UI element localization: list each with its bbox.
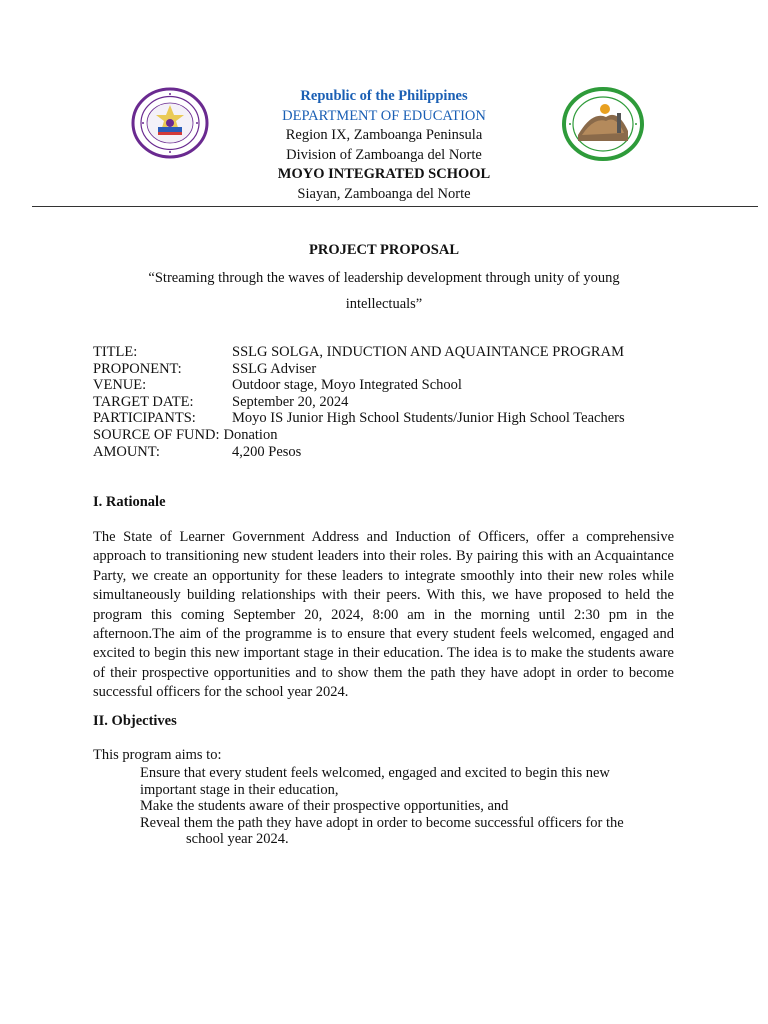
info-row	[93, 361, 625, 378]
objective-item	[140, 765, 680, 798]
objective-line: Make the students aware of their prospective opportunities, and	[140, 798, 509, 815]
info-label: PROPONENT:	[93, 360, 182, 377]
objective-item	[140, 815, 680, 848]
objectives-heading: II. Objectives	[93, 713, 177, 729]
objectives-intro: This program aims to:	[93, 747, 222, 763]
info-label: VENUE:	[93, 377, 147, 394]
location-line: Siayan, Zamboanga del Norte	[297, 185, 471, 202]
info-label: SOURCE OF FUND:	[93, 426, 220, 443]
objective-item	[140, 798, 680, 815]
rationale-heading: I. Rationale	[93, 494, 166, 510]
header-divider	[32, 206, 758, 207]
proposal-theme: “Streaming through the waves of leadership development through unity of young intellectuals”	[148, 270, 620, 312]
objective-line: Ensure that every student feels welcomed, engaged and excited to begin this new	[140, 765, 610, 781]
region-line: Region IX, Zamboanga Peninsula	[285, 127, 483, 143]
info-row	[93, 444, 625, 461]
info-value: September 20, 2024	[232, 393, 349, 410]
republic-line: Republic of the Philippines	[300, 88, 468, 104]
info-row	[93, 410, 625, 427]
info-value: SSLG Adviser	[232, 360, 317, 377]
objective-line: important stage in their education,	[140, 781, 339, 798]
info-row	[93, 427, 625, 444]
info-label: TARGET DATE:	[93, 393, 194, 410]
proposal-info-table	[93, 344, 625, 460]
info-value: Moyo IS Junior High School Students/Junior High School Teachers	[232, 410, 625, 427]
info-value: Outdoor stage, Moyo Integrated School	[232, 377, 462, 394]
info-row	[93, 394, 625, 411]
info-row	[93, 344, 625, 361]
info-value: 4,200 Pesos	[232, 443, 302, 460]
department-line: DEPARTMENT OF EDUCATION	[282, 107, 486, 124]
info-value: Donation	[223, 426, 278, 443]
info-row	[93, 377, 625, 394]
objective-line: Reveal them the path they have adopt in order to become successful officers for the	[140, 814, 624, 831]
info-label: TITLE:	[93, 344, 138, 360]
info-label: PARTICIPANTS:	[93, 410, 196, 427]
info-value: SSLG SOLGA, INDUCTION AND AQUAINTANCE PROGRAM	[232, 344, 624, 360]
info-label: AMOUNT:	[93, 443, 160, 460]
division-line: Division of Zamboanga del Norte	[286, 146, 482, 163]
objectives-list	[140, 765, 680, 848]
objective-line: school year 2024.	[186, 831, 289, 848]
school-name: MOYO INTEGRATED SCHOOL	[277, 166, 491, 182]
proposal-heading: PROJECT PROPOSAL	[309, 242, 459, 258]
rationale-text: The State of Learner Government Address and Induction of Officers, offer a comprehensive approach to transitioning new student leaders into their roles. By pairing this with an Acquaintance Party, we create an opportunity for these leaders to integrate smoothly into their new roles while simultaneously building relationships with their peers. With this, we have proposed to held the program this coming September 20, 2024, 8:00 am in the morning until 2:30 pm in the afternoon.The aim of the programme is to ensure that every student feels welcomed, engaged and excited to begin this new important stage in their education. The idea is to make the students aware of their prospective opportunities and to show them the path they have adopt in order to become successful officers for the school year 2024.	[93, 529, 674, 701]
letterhead	[0, 87, 768, 204]
